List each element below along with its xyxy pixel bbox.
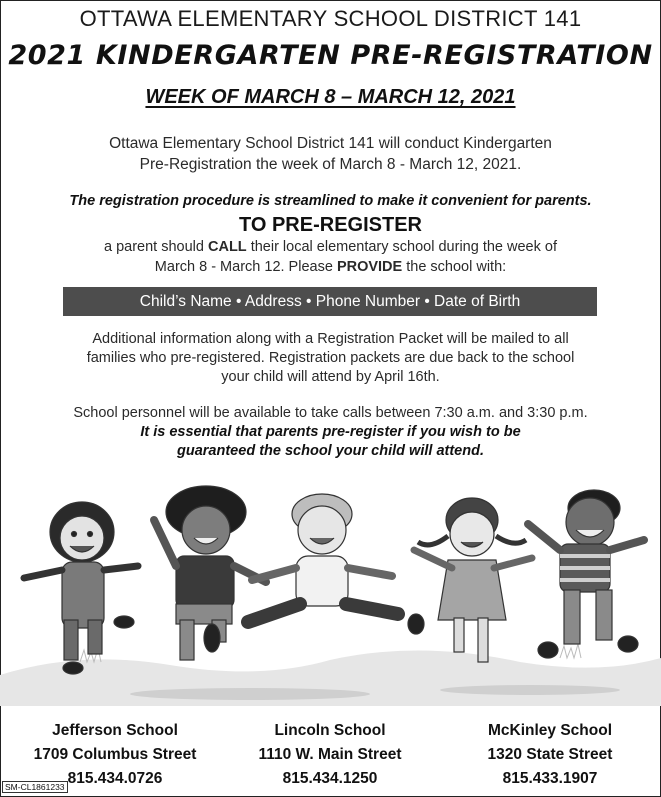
school-name: Lincoln School bbox=[274, 722, 386, 739]
call-text: March 8 - March 12. Please bbox=[154, 259, 337, 275]
kid-girl-braids bbox=[408, 498, 532, 662]
school-name: Jefferson School bbox=[52, 722, 178, 739]
call-emphasis: CALL bbox=[208, 239, 247, 255]
school-phone: 815.434.1250 bbox=[282, 770, 378, 787]
school-address: 1320 State Street bbox=[487, 746, 613, 763]
district-title: OTTAWA ELEMENTARY SCHOOL DISTRICT 141 bbox=[79, 6, 582, 31]
call-text: their local elementary school during the week of bbox=[246, 239, 557, 255]
provide-emphasis: PROVIDE bbox=[336, 259, 403, 275]
school-address: 1110 W. Main Street bbox=[258, 746, 402, 763]
intro-paragraph bbox=[0, 133, 661, 175]
school-mckinley bbox=[435, 719, 661, 791]
additional-line: your child will attend by April 16th. bbox=[221, 369, 440, 385]
school-lincoln bbox=[215, 719, 445, 791]
call-text: a parent should bbox=[104, 239, 208, 255]
call-instructions bbox=[0, 237, 661, 277]
essential-line: guaranteed the school your child will attend. bbox=[177, 443, 484, 459]
required-info-bar: Child’s Name • Address • Phone Number • Date of Birth bbox=[63, 287, 597, 316]
ad-code: SM-CL1861233 bbox=[2, 781, 68, 793]
kid-boy-splits bbox=[248, 494, 398, 622]
essential-line: It is essential that parents pre-register if you wish to be bbox=[140, 424, 521, 440]
to-pre-register-heading: TO PRE-REGISTER bbox=[239, 214, 422, 236]
school-phone: 815.434.0726 bbox=[67, 770, 163, 787]
school-address: 1709 Columbus Street bbox=[33, 746, 197, 763]
additional-line: families who pre-registered. Registration packets are due back to the school bbox=[86, 350, 575, 366]
essential-notice bbox=[0, 423, 661, 461]
page-title: 2021 KINDERGARTEN PRE-REGISTRATION bbox=[8, 40, 653, 71]
additional-info-paragraph bbox=[0, 330, 661, 387]
additional-line: Additional information along with a Registration Packet will be mailed to all bbox=[92, 331, 569, 347]
call-text: the school with: bbox=[402, 259, 507, 275]
week-dates: WEEK OF MARCH 8 – MARCH 12, 2021 bbox=[145, 86, 516, 108]
kid-girl-dotted-dress bbox=[154, 486, 266, 660]
school-name: McKinley School bbox=[487, 722, 613, 739]
intro-line: Pre-Registration the week of March 8 - March 12, 2021. bbox=[139, 156, 522, 173]
lead-statement: The registration procedure is streamlined to make it convenient for parents. bbox=[69, 193, 592, 209]
call-hours: School personnel will be available to take calls between 7:30 a.m. and 3:30 p.m. bbox=[73, 405, 588, 421]
jumping-kids-illustration bbox=[0, 480, 661, 706]
intro-line: Ottawa Elementary School District 141 will conduct Kindergarten bbox=[109, 135, 552, 152]
call-line bbox=[0, 237, 661, 257]
kid-boy-striped-shirt bbox=[528, 490, 644, 658]
school-phone: 815.433.1907 bbox=[502, 770, 598, 787]
kid-girl-overalls bbox=[24, 502, 138, 674]
call-line bbox=[0, 257, 661, 277]
